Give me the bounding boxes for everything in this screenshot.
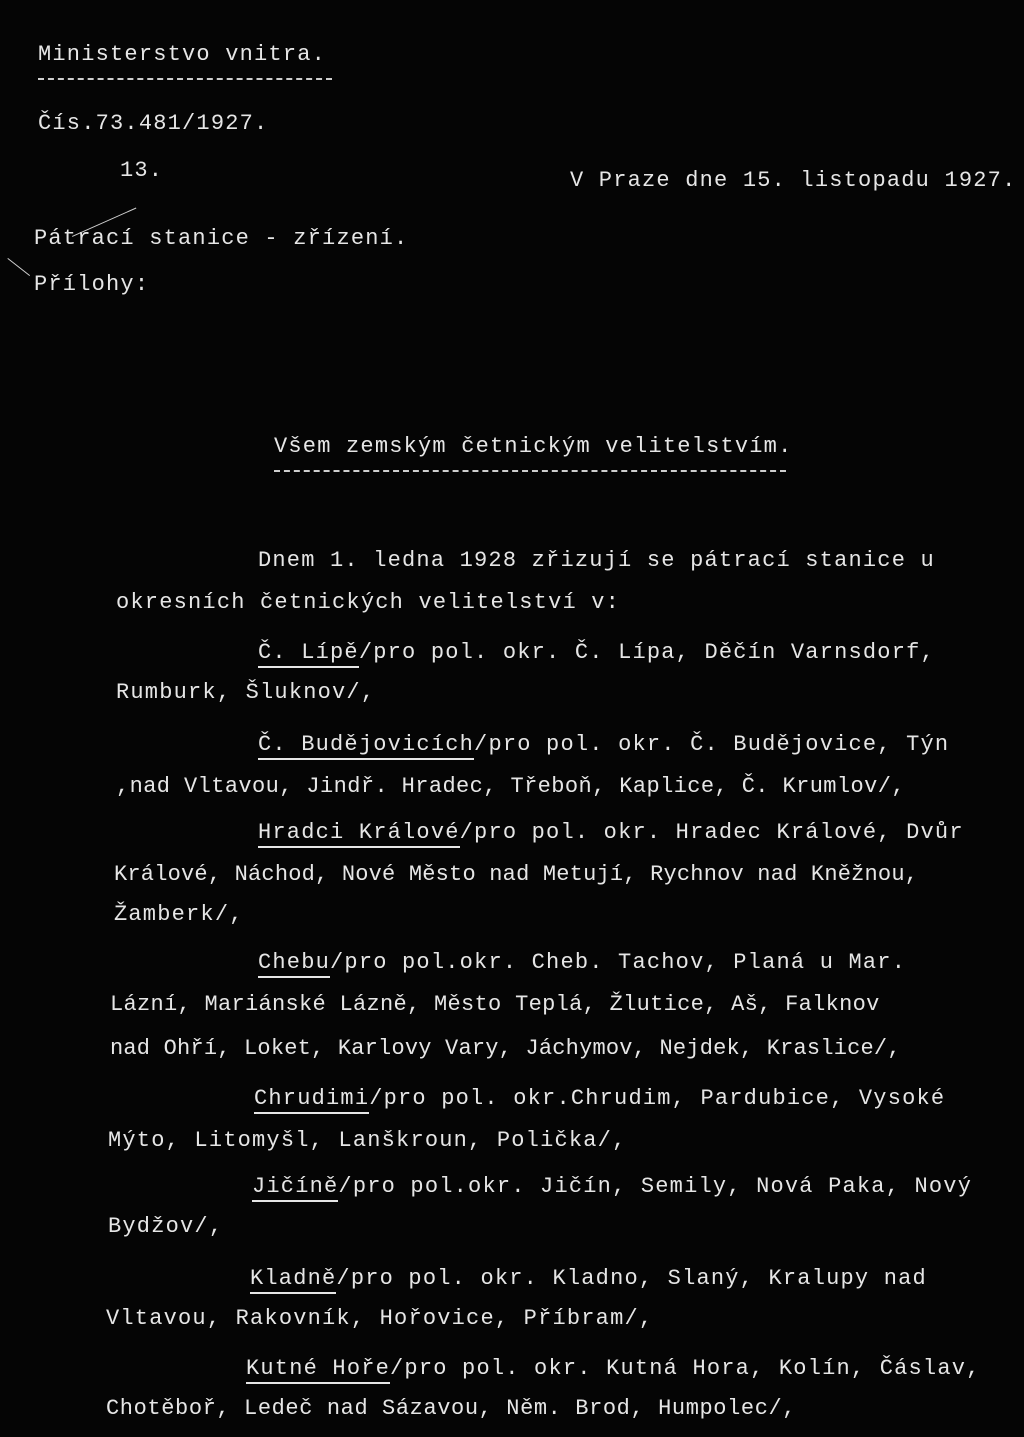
station-place: Č. Budějovicích: [258, 732, 474, 760]
station-place: Hradci Králové: [258, 820, 460, 848]
station-place: Chrudimi: [254, 1086, 369, 1114]
ministry-underline: [38, 78, 332, 80]
reference-number: Čís.73.481/1927.: [38, 111, 269, 136]
station-continuation: Mýto, Litomyšl, Lanškroun, Polička/,: [108, 1128, 627, 1153]
station-continuation: Žamberk/,: [114, 902, 244, 927]
station-entry: [252, 1176, 972, 1198]
station-continuation: Bydžov/,: [108, 1214, 224, 1239]
item-number: 13.: [120, 158, 164, 183]
ministry-heading: Ministerstvo vnitra.: [38, 42, 327, 67]
station-entry: [258, 734, 949, 756]
station-districts: /pro pol. okr. Kutná Hora, Kolín, Čáslav,: [390, 1356, 981, 1381]
station-continuation: Lázní, Mariánské Lázně, Město Teplá, Žlutice, Aš, Falknov: [110, 992, 880, 1017]
intro-line: Dnem 1. ledna 1928 zřizují se pátrací stanice u: [258, 548, 935, 573]
addressee-underline: [274, 470, 786, 472]
intro-line: okresních četnických velitelství v:: [116, 590, 621, 615]
place-and-date: V Praze dne 15. listopadu 1927.: [570, 168, 1017, 193]
station-districts: /pro pol.okr. Cheb. Tachov, Planá u Mar.: [330, 950, 907, 975]
station-place: Kladně: [250, 1266, 336, 1294]
station-continuation: Rumburk, Šluknov/,: [116, 680, 376, 705]
station-continuation: Chotěboř, Ledeč nad Sázavou, Něm. Brod, Humpolec/,: [106, 1396, 797, 1421]
station-place: Chebu: [258, 950, 330, 978]
station-districts: /pro pol.okr. Jičín, Semily, Nová Paka, Nový: [338, 1174, 973, 1199]
station-districts: /pro pol. okr. Hradec Králové, Dvůr: [459, 820, 964, 845]
station-entry: [250, 1268, 927, 1290]
station-place: Č. Lípě: [258, 640, 359, 668]
station-entry: [258, 642, 935, 664]
station-continuation: ,nad Vltavou, Jindř. Hradec, Třeboň, Kaplice, Č. Krumlov/,: [116, 774, 905, 799]
station-entry: [254, 1088, 945, 1110]
attachments-label: Přílohy:: [34, 272, 150, 297]
subject-line: Pátrací stanice - zřízení.: [34, 226, 409, 251]
station-continuation: nad Ohří, Loket, Karlovy Vary, Jáchymov, Nejdek, Kraslice/,: [110, 1036, 901, 1061]
station-place: Kutné Hoře: [246, 1356, 390, 1384]
station-continuation: Králové, Náchod, Nové Město nad Metují, Rychnov nad Kněžnou,: [114, 862, 919, 887]
station-place: Jičíně: [252, 1174, 338, 1202]
addressee: Všem zemským četnickým velitelstvím.: [274, 434, 793, 459]
station-districts: /pro pol. okr.Chrudim, Pardubice, Vysoké: [369, 1086, 946, 1111]
station-entry: [246, 1358, 981, 1380]
station-entry: [258, 822, 964, 844]
station-districts: /pro pol. okr. Č. Lípa, Děčín Varnsdorf,: [358, 640, 935, 665]
station-districts: /pro pol. okr. Kladno, Slaný, Kralupy nad: [336, 1266, 927, 1291]
pen-stroke: [7, 258, 30, 276]
station-entry: [258, 952, 906, 974]
station-continuation: Vltavou, Rakovník, Hořovice, Příbram/,: [106, 1306, 654, 1331]
station-districts: /pro pol. okr. Č. Budějovice, Týn: [474, 732, 950, 757]
